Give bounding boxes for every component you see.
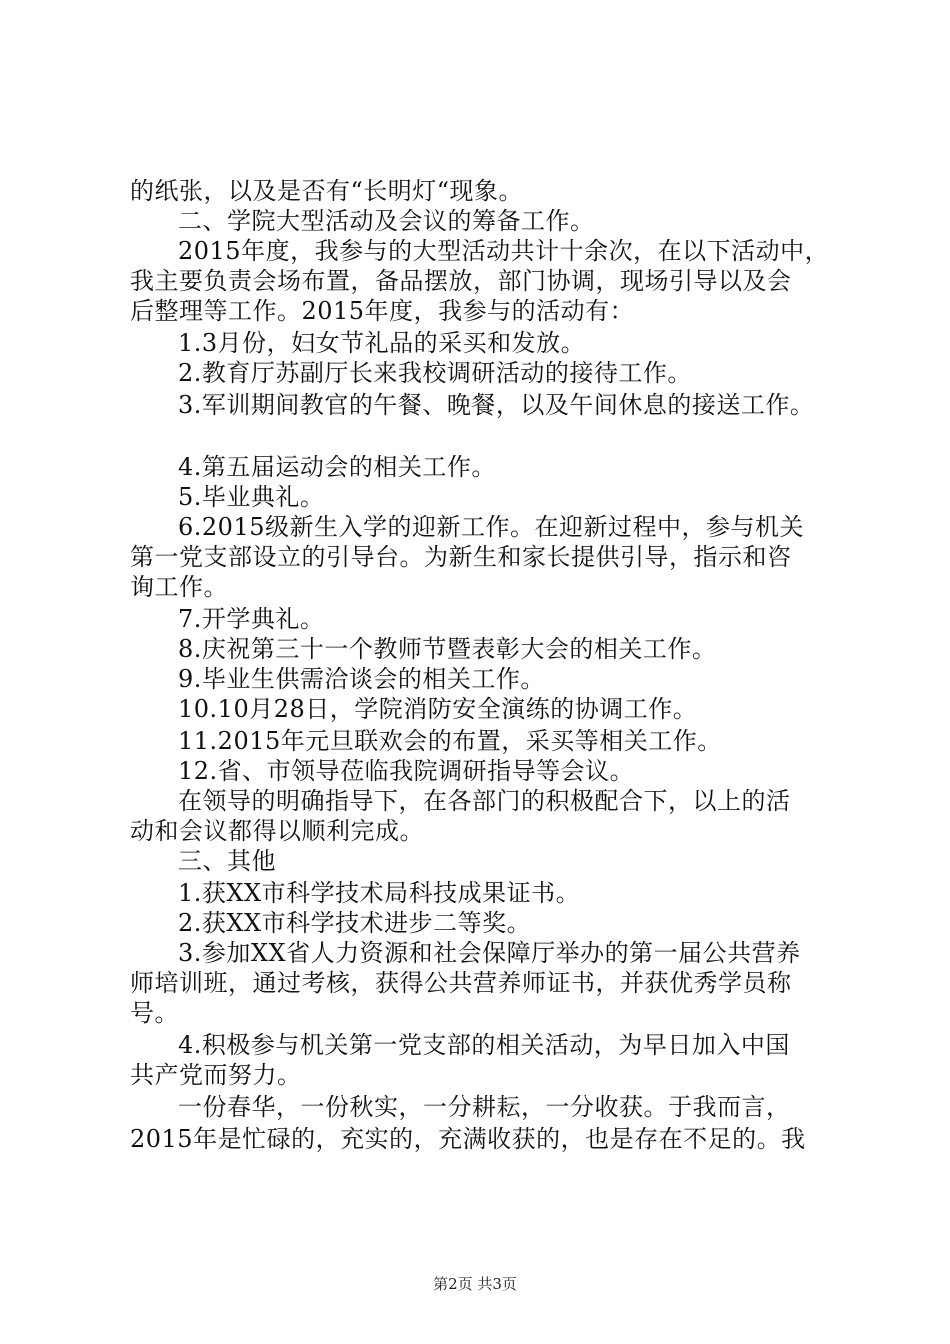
text-line: 的纸张，以及是否有“长明灯“现象。 bbox=[130, 177, 524, 205]
list-item: 8.庆祝第三十一个教师节暨表彰大会的相关工作。 bbox=[178, 635, 717, 663]
text-line: 我主要负责会场布置，备品摆放，部门协调，现场引导以及会 bbox=[130, 267, 792, 295]
text-line: 2015年是忙碌的，充实的，充满收获的，也是存在不足的。我 bbox=[130, 1125, 806, 1153]
text-line: 询工作。 bbox=[130, 573, 228, 601]
list-item: 2.获XX市科学技术进步二等奖。 bbox=[178, 909, 532, 937]
page-number-footer: 第2页 共3页 bbox=[433, 1275, 517, 1293]
list-item: 4.积极参与机关第一党支部的相关活动，为早日加入中国 bbox=[178, 1031, 790, 1059]
list-item: 2.教育厅苏副厅长来我校调研活动的接待工作。 bbox=[178, 359, 692, 387]
text-line: 师培训班，通过考核，获得公共营养师证书，并获优秀学员称 bbox=[130, 969, 792, 997]
list-item: 11.2015年元旦联欢会的布置，采买等相关工作。 bbox=[178, 727, 722, 755]
text-line: 动和会议都得以顺利完成。 bbox=[130, 817, 424, 845]
section-heading: 二、学院大型活动及会议的筹备工作。 bbox=[178, 207, 595, 235]
list-item: 7.开学典礼。 bbox=[178, 605, 325, 633]
section-heading: 三、其他 bbox=[178, 847, 276, 875]
text-line: 一份春华，一份秋实，一分耕耘，一分收获。于我而言， bbox=[178, 1093, 791, 1121]
list-item: 12.省、市领导莅临我院调研指导等会议。 bbox=[178, 757, 635, 785]
list-item: 9.毕业生供需洽谈会的相关工作。 bbox=[178, 665, 545, 693]
text-line: 在领导的明确指导下，在各部门的积极配合下，以上的活 bbox=[178, 787, 791, 815]
text-line: 后整理等工作。2015年度，我参与的活动有： bbox=[130, 297, 635, 325]
text-line: 共产党而努力。 bbox=[130, 1061, 302, 1089]
text-line: 号。 bbox=[130, 999, 179, 1027]
text-line: 2015年度，我参与的大型活动共计十余次，在以下活动中， bbox=[178, 237, 830, 265]
list-item: 3.军训期间教官的午餐、晚餐，以及午间休息的接送工作。 bbox=[178, 391, 815, 419]
list-item: 5.毕业典礼。 bbox=[178, 483, 325, 511]
list-item: 1.获XX市科学技术局科技成果证书。 bbox=[178, 879, 581, 907]
list-item: 10.10月28日，学院消防安全演练的协调工作。 bbox=[178, 695, 698, 723]
list-item: 6.2015级新生入学的迎新工作。在迎新过程中，参与机关 bbox=[178, 513, 804, 541]
list-item: 1.3月份，妇女节礼品的采买和发放。 bbox=[178, 329, 586, 357]
list-item: 3.参加XX省人力资源和社会保障厅举办的第一届公共营养 bbox=[178, 939, 801, 967]
list-item: 4.第五届运动会的相关工作。 bbox=[178, 453, 496, 481]
text-line: 第一党支部设立的引导台。为新生和家长提供引导，指示和咨 bbox=[130, 543, 792, 571]
